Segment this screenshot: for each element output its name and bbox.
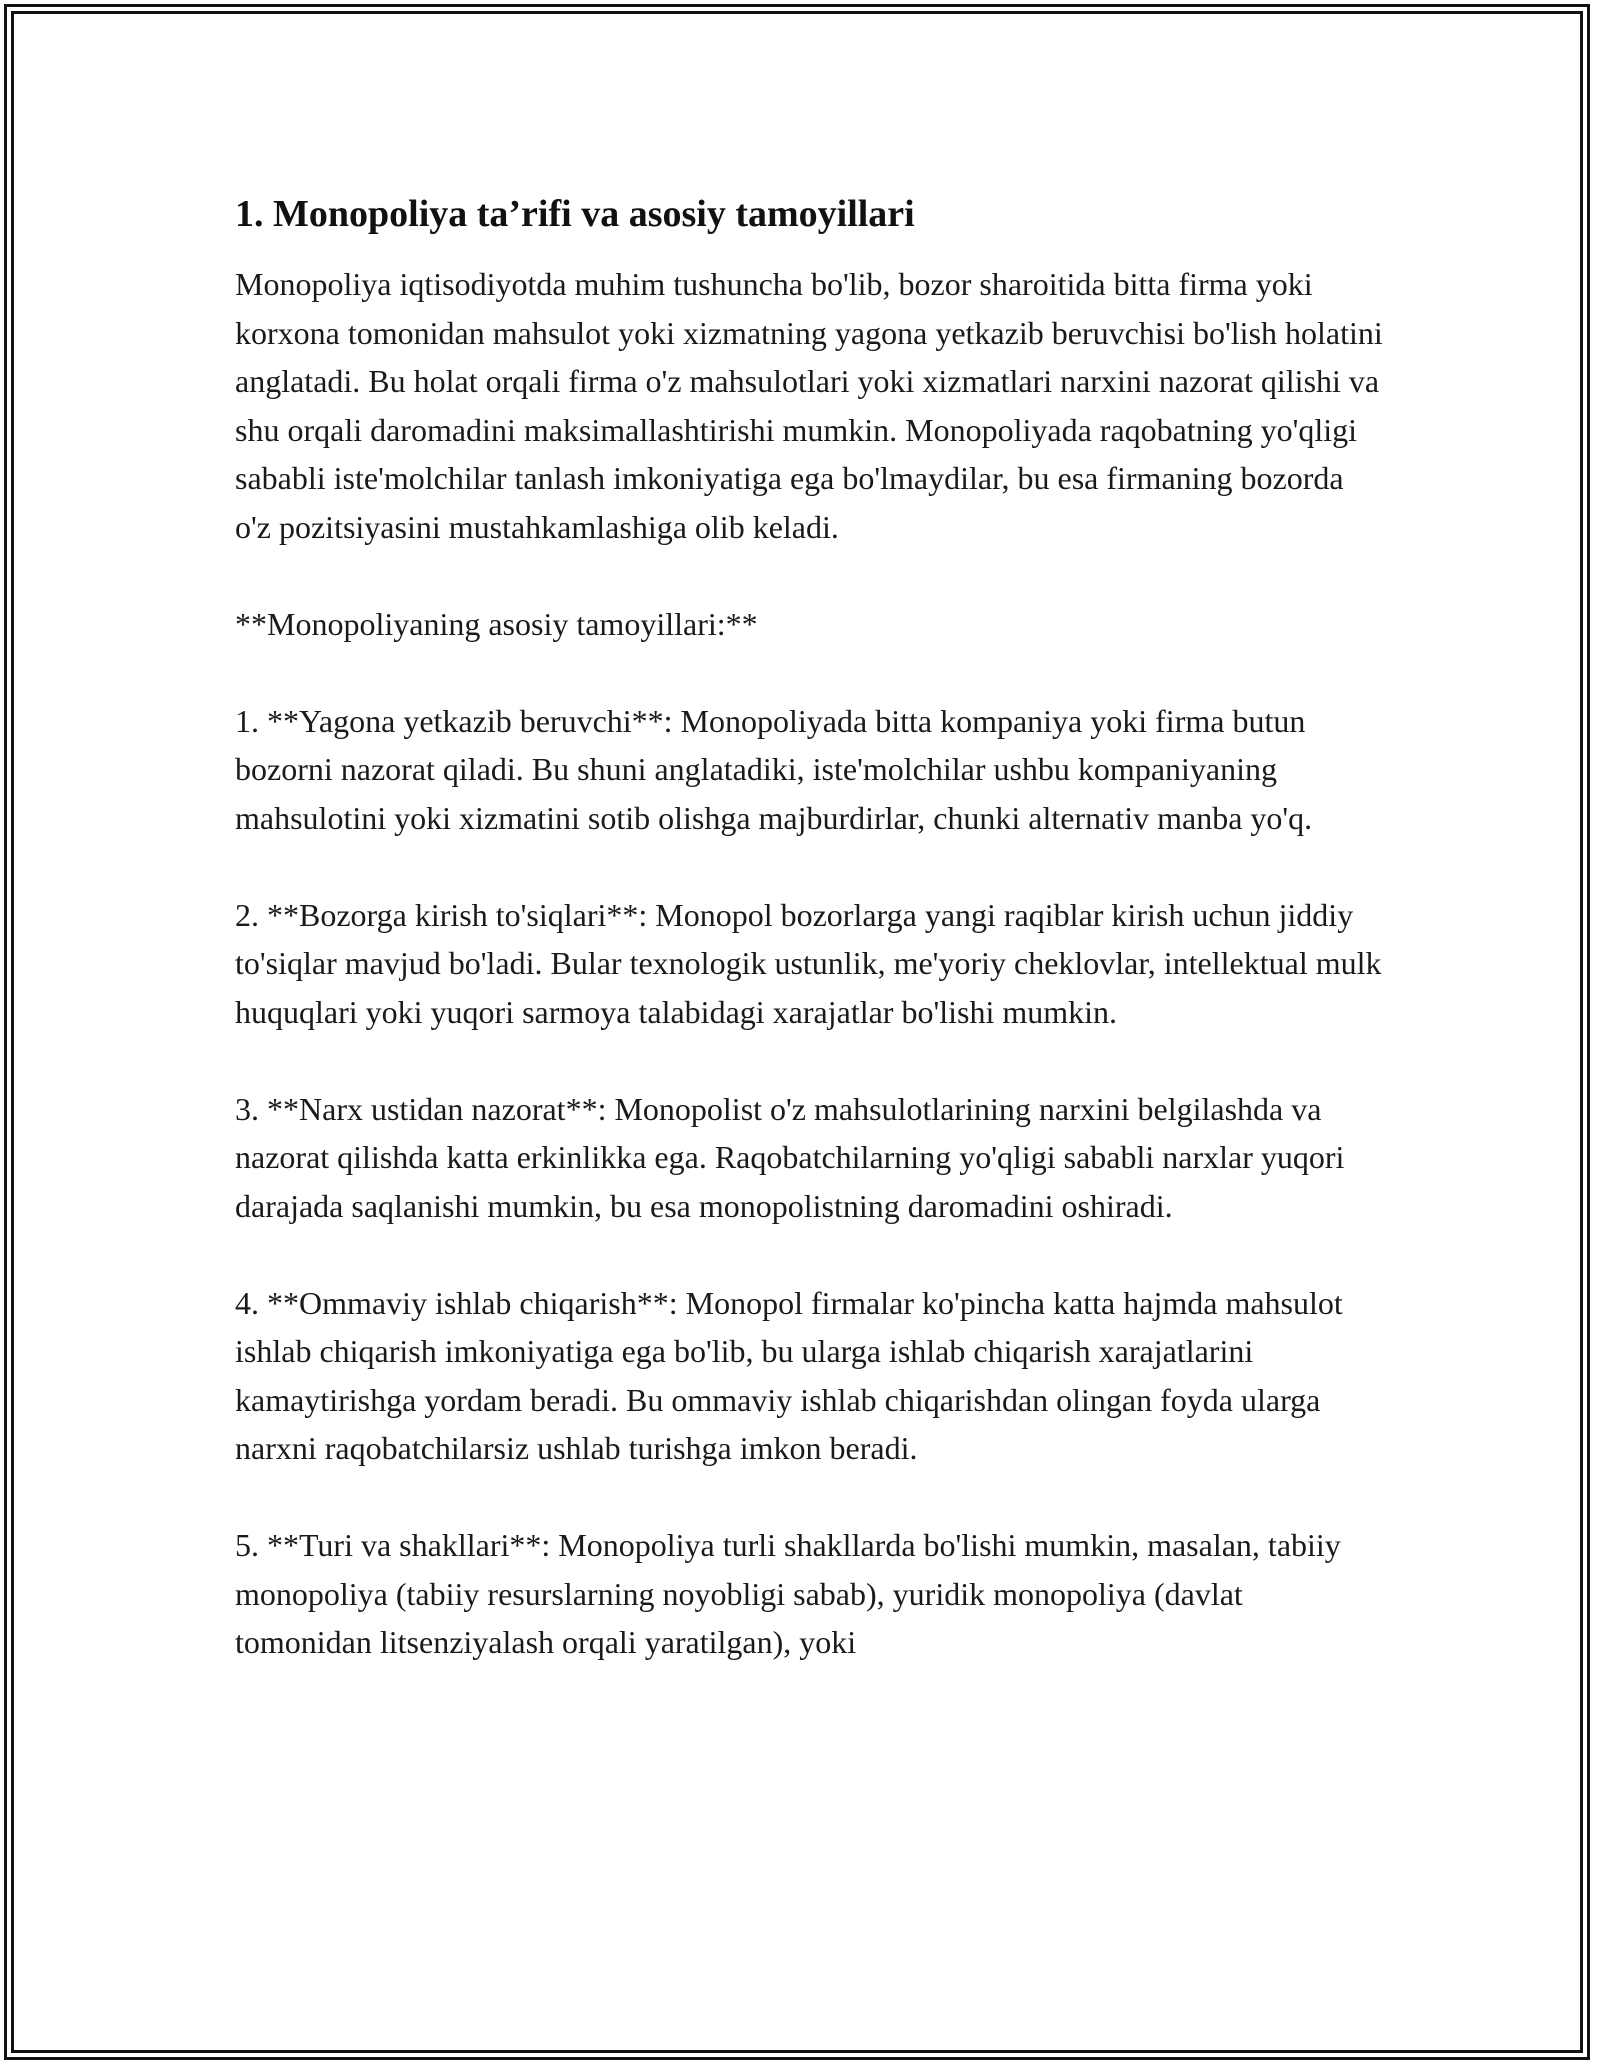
intro-paragraph: Monopoliya iqtisodiyotda muhim tushuncha bo'lib, bozor sharoitida bitta firma yoki korxona tomonidan mahsulot yoki xizmatning yagona yetkazib beruvchisi bo'lish holatini anglatadi. Bu holat orqali firma o'z mahsulotlari yoki xizmatlari narxini nazorat qilishi va shu orqali daromadini maksimallashtirishi mumkin. Monopoliyada raqobatning yo'qligi sababli iste'molchilar tanlash imkoniyatiga ega bo'lmaydilar, bu esa firmaning bozorda o'z pozitsiyasini mustahkamlashiga olib keladi. — [235, 266, 1383, 545]
principle-item-2: 2. **Bozorga kirish to'siqlari**: Monopol bozorlarga yangi raqiblar kirish uchun jiddiy to'siqlar mavjud bo'ladi. Bular texnologik ustunlik, me'yoriy cheklovlar, intellektual mulk huquqlari yoki yuqori sarmoya talabidagi xarajatlar bo'lishi mumkin. — [235, 896, 1382, 1030]
document-body — [235, 190, 1385, 1715]
principle-item-5: 5. **Turi va shakllari**: Monopoliya turli shakllarda bo'lishi mumkin, masalan, tabiiy monopoliya (tabiiy resurslarning noyobligi sabab), yuridik monopoliya (davlat tomonidan litsenziyalash orqali yaratilgan), yoki — [235, 1527, 1341, 1660]
principle-item-1: 1. **Yagona yetkazib beruvchi**: Monopoliyada bitta kompaniya yoki firma butun bozorni nazorat qiladi. Bu shuni anglatadiki, iste'molchilar ushbu kompaniyaning mahsulotini yoki xizmatini sotib olishga majburdirlar, chunki alternativ manba yo'q. — [235, 702, 1313, 836]
principle-item-3: 3. **Narx ustidan nazorat**: Monopolist o'z mahsulotlarining narxini belgilashda va nazorat qilishda katta erkinlikka ega. Raqobatchilarning yo'qligi sababli narxlar yuqori darajada saqlanishi mumkin, bu esa monopolistning daromadini oshiradi. — [235, 1090, 1345, 1224]
principles-heading: **Monopoliyaning asosiy tamoyillari:** — [235, 605, 758, 642]
principle-item-4: 4. **Ommaviy ishlab chiqarish**: Monopol firmalar ko'pincha katta hajmda mahsulot ishlab chiqarish imkoniyatiga ega bo'lib, bu ularga ishlab chiqarish xarajatlarini kamaytirishga yordam beradi. Bu ommaviy ishlab chiqarishdan olingan foyda ularga narxni raqobatchilarsiz ushlab turishga imkon beradi. — [235, 1284, 1343, 1466]
page-title: 1. Monopoliya ta’rifi va asosiy tamoyillari — [235, 193, 915, 235]
